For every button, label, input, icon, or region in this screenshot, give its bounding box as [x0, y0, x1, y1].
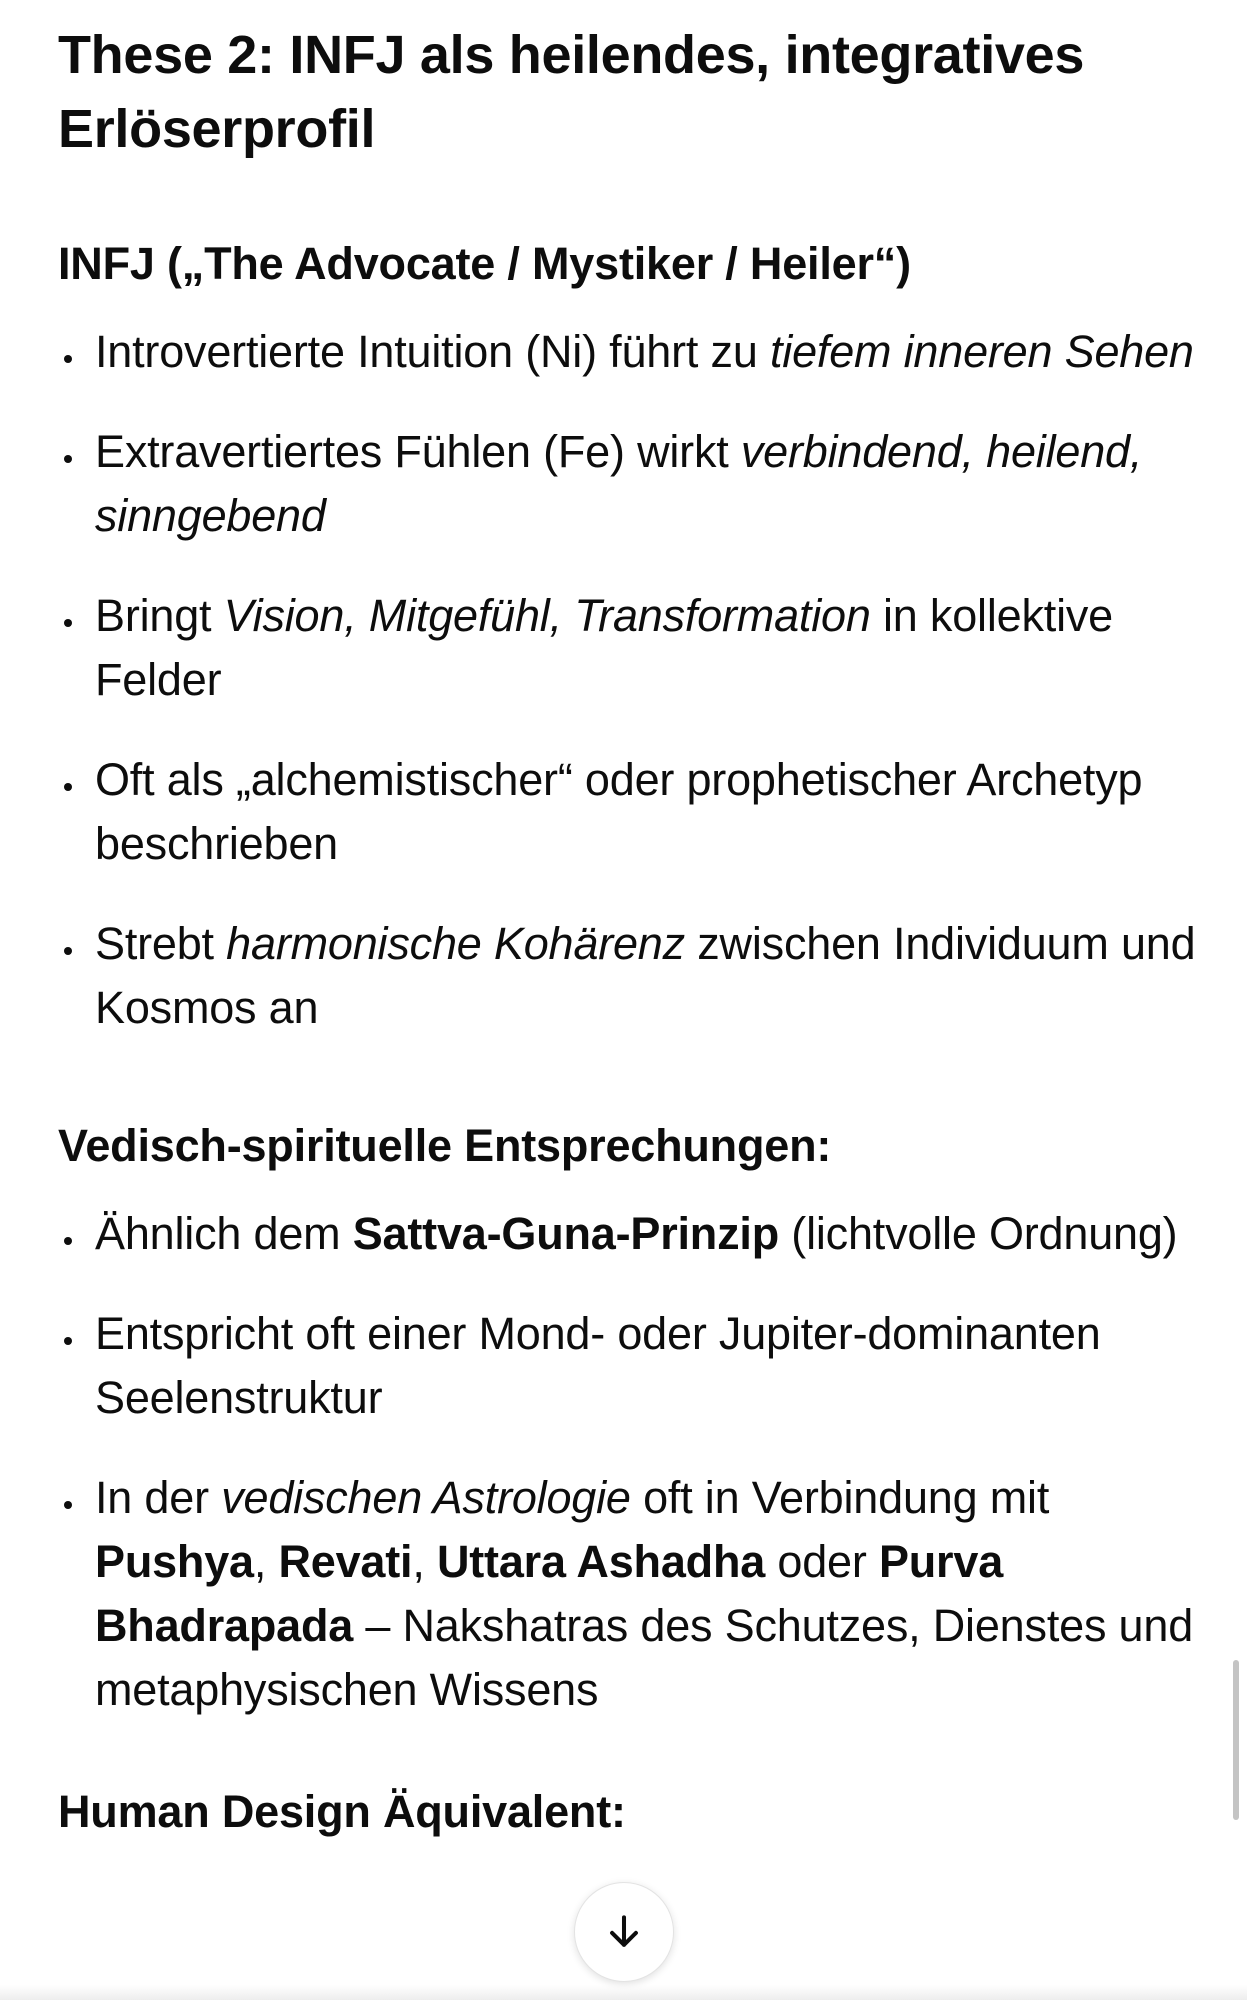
bullet-text: Bringt: [95, 590, 224, 641]
bullet-emphasis: Vision, Mitgefühl, Transformation: [223, 590, 871, 641]
bullet-text: in kollektive Felder: [95, 590, 1113, 705]
bullet-emphasis: harmonische Kohärenz: [226, 918, 685, 969]
bullet-text: Strebt: [95, 918, 227, 969]
page-title: These 2: INFJ als heilendes, integratives Erlöserprofil: [58, 25, 1085, 159]
list-item: [58, 1302, 1198, 1430]
bullet-strong: Revati: [278, 1536, 413, 1587]
bullet-text: In der: [95, 1472, 222, 1523]
scroll-to-bottom-button[interactable]: [574, 1882, 674, 1982]
list-item: [58, 1466, 1198, 1722]
bullet-text: – Nakshatras des Schutzes, Dienstes und metaphysischen Wissens: [95, 1600, 1194, 1715]
list-item: [58, 912, 1198, 1040]
bullet-text: zwischen Individuum und Kosmos an: [95, 918, 1196, 1033]
response-content: [58, 18, 1198, 1842]
section-heading-infj: INFJ („The Advocate / Mystiker / Heiler“): [58, 238, 911, 289]
list-item: [58, 420, 1198, 548]
infj-bullet-list: [58, 320, 1198, 1040]
bullet-text: Ähnlich dem: [95, 1208, 353, 1259]
bullet-text: ,: [253, 1536, 279, 1587]
bullet-strong: Uttara Ashadha: [436, 1536, 766, 1587]
list-item: [58, 748, 1198, 876]
bullet-emphasis: vedischen Astrologie: [221, 1472, 631, 1523]
list-item: [58, 320, 1198, 384]
list-item: [58, 1202, 1198, 1266]
bullet-emphasis: verbindend, heilend, sinngebend: [95, 426, 1143, 541]
list-item: [58, 584, 1198, 712]
vedic-bullet-list: [58, 1202, 1198, 1722]
bullet-text: oder: [765, 1536, 879, 1587]
bullet-strong: Purva Bhadrapada: [95, 1536, 1004, 1651]
bottom-fade-divider: [0, 1985, 1247, 2000]
bullet-strong: Sattva-Guna-Prinzip: [352, 1208, 779, 1259]
bullet-text: Entspricht oft einer Mond- oder Jupiter-dominanten Seelenstruktur: [95, 1308, 1101, 1423]
bullet-text: Oft als „alchemistischer“ oder prophetischer Archetyp beschrieben: [95, 754, 1143, 869]
scrollbar[interactable]: [1233, 1660, 1239, 1820]
bullet-text: ,: [412, 1536, 437, 1587]
bullet-strong: Pushya: [95, 1536, 254, 1587]
bullet-text: Introvertierte Intuition (Ni) führt zu: [95, 326, 770, 377]
bullet-emphasis: tiefem inneren Sehen: [769, 326, 1194, 377]
section-heading-human-design: Human Design Äquivalent:: [58, 1786, 626, 1837]
arrow-down-icon: [602, 1910, 646, 1954]
bullet-text: (lichtvolle Ordnung): [778, 1208, 1178, 1259]
section-heading-vedic: Vedisch-spirituelle Entsprechungen:: [58, 1120, 832, 1171]
bullet-text: Extravertiertes Fühlen (Fe) wirkt: [95, 426, 741, 477]
bullet-text: oft in Verbindung mit: [630, 1472, 1050, 1523]
